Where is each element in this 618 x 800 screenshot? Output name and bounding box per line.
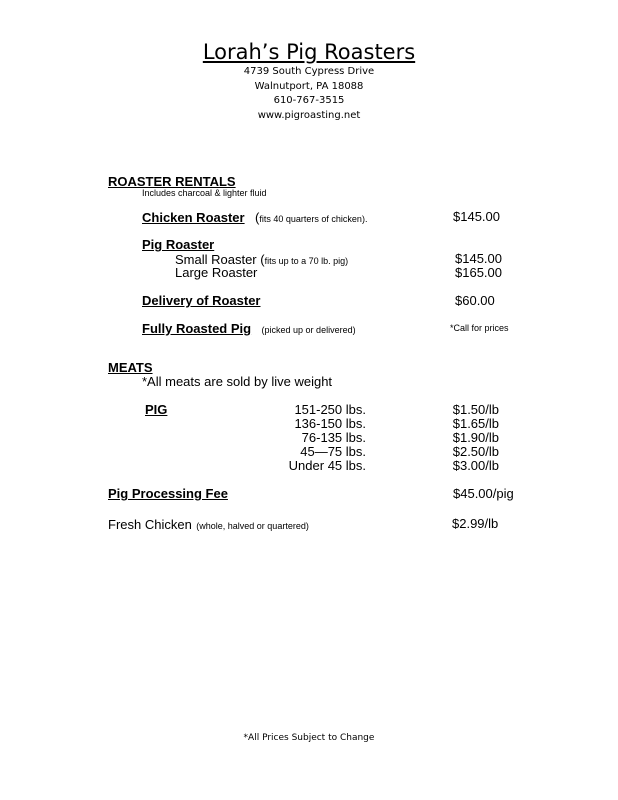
large-roaster-price: $165.00 — [455, 265, 502, 280]
roaster-rentals-note: Includes charcoal & lighter fluid — [142, 188, 267, 198]
pig-price-1: $1.50/lb — [452, 402, 499, 417]
pig-price-3: $1.90/lb — [452, 430, 499, 445]
small-roaster-detail: fits up to a 70 lb. pig) — [264, 256, 349, 266]
chicken-roaster-price: $145.00 — [453, 209, 500, 224]
fully-roasted-price: *Call for prices — [450, 323, 509, 333]
business-name: Lorah’s Pig Roasters — [202, 40, 416, 64]
delivery-price: $60.00 — [455, 293, 495, 308]
price-disclaimer: *All Prices Subject to Change — [243, 733, 375, 743]
pig-price-2: $1.65/lb — [452, 416, 499, 431]
fresh-chicken-label: Fresh Chicken — [108, 517, 192, 532]
pig-label: PIG — [145, 402, 168, 417]
meats-heading: MEATS — [108, 360, 153, 375]
street-address: 4739 South Cypress Drive — [243, 66, 375, 77]
fully-roasted-detail: (picked up or delivered) — [261, 325, 356, 335]
city-address: Walnutport, PA 18088 — [254, 81, 364, 92]
fully-roasted-label: Fully Roasted Pig — [142, 321, 252, 336]
small-roaster-label: Small Roaster ( — [175, 252, 265, 267]
pig-weight-4: 45—75 lbs. — [300, 444, 366, 459]
chicken-roaster-detail: fits 40 quarters of chicken). — [259, 214, 368, 224]
fresh-chicken-row — [108, 516, 309, 534]
meats-note: *All meats are sold by live weight — [142, 374, 333, 389]
pig-processing-label: Pig Processing Fee — [108, 486, 228, 501]
pig-weight-1: 151-250 lbs. — [294, 402, 366, 417]
chicken-roaster-row — [142, 209, 367, 227]
website-link[interactable]: www.pigroasting.net — [257, 110, 361, 121]
small-roaster-price: $145.00 — [455, 251, 502, 266]
pig-weight-2: 136-150 lbs. — [294, 416, 366, 431]
delivery-label: Delivery of Roaster — [142, 293, 261, 308]
phone-number: 610-767-3515 — [273, 95, 345, 106]
large-roaster-label: Large Roaster — [175, 265, 258, 280]
fresh-chicken-price: $2.99/lb — [452, 516, 499, 531]
pig-processing-price: $45.00/pig — [453, 486, 514, 501]
chicken-roaster-paren: ( — [255, 210, 260, 225]
chicken-roaster-label: Chicken Roaster — [142, 210, 245, 225]
pig-roaster-label: Pig Roaster — [142, 237, 215, 252]
pig-weight-5: Under 45 lbs. — [288, 458, 366, 473]
roaster-rentals-heading: ROASTER RENTALS — [108, 174, 236, 189]
fresh-chicken-detail: (whole, halved or quartered) — [196, 521, 309, 531]
pig-price-4: $2.50/lb — [452, 444, 499, 459]
pig-weight-3: 76-135 lbs. — [301, 430, 366, 445]
pig-price-5: $3.00/lb — [452, 458, 499, 473]
fully-roasted-row — [142, 320, 356, 338]
